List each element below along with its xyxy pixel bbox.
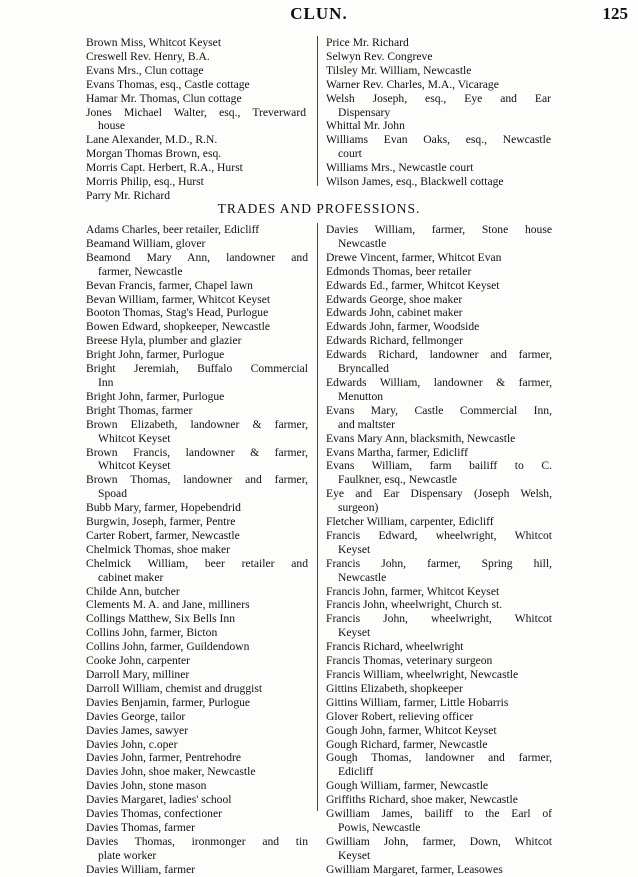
trade-continuation: and maltster <box>338 417 395 431</box>
trade-entry: Clements M. A. and Jane, milliners <box>86 598 250 612</box>
resident-entry: Brown Miss, Whitcot Keyset <box>86 36 222 49</box>
trade-entry: Davies George, tailor <box>86 709 186 723</box>
trade-entry: Fletcher William, carpenter, Edicliff <box>326 515 494 529</box>
trade-entry: Gwilliam Margaret, farmer, Leasowes <box>326 862 503 876</box>
resident-entry: Williams Mrs., Newcastle court <box>326 161 474 175</box>
trade-continuation: Keyset <box>338 626 371 640</box>
trade-entry: Francis Edward, wheelwright, Whitcot <box>326 528 552 542</box>
trade-entry: Francis John, wheelwright, Church st. <box>326 598 503 612</box>
trade-entry: Chelmick William, beer retailer and <box>86 556 308 570</box>
trade-continuation: Menutton <box>338 389 384 403</box>
trade-continuation: Bryncalled <box>338 362 389 376</box>
trade-continuation: Spoad <box>98 487 127 501</box>
resident-entry: Creswell Rev. Henry, B.A. <box>86 49 210 63</box>
trade-entry: Edwards John, farmer, Woodside <box>326 320 480 334</box>
trade-entry: Bright John, farmer, Purlogue <box>86 389 225 403</box>
resident-entry: Selwyn Rev. Congreve <box>326 49 433 63</box>
resident-entry: Welsh Joseph, esq., Eye and Ear <box>326 91 551 105</box>
trade-entry: Bevan William, farmer, Whitcot Keyset <box>86 292 271 306</box>
resident-entry: Warner Rev. Charles, M.A., Vicarage <box>326 77 499 91</box>
page-number: 125 <box>602 4 628 23</box>
trade-entry: Francis William, wheelwright, Newcastle <box>326 668 519 681</box>
resident-entry: Tilsley Mr. William, Newcastle <box>326 63 472 77</box>
column-divider-bottom <box>317 223 318 811</box>
trade-continuation: Inn <box>98 375 114 389</box>
column-divider-top <box>317 36 318 186</box>
trade-entry: Bevan Francis, farmer, Chapel lawn <box>86 278 253 292</box>
trade-entry: Gwilliam James, bailiff to the Earl of <box>326 807 552 821</box>
trade-entry: Bubb Mary, farmer, Hopebendrid <box>86 501 241 515</box>
resident-continuation: house <box>98 119 126 133</box>
trade-continuation: cabinet maker <box>98 570 164 584</box>
trade-entry: Bright Thomas, farmer <box>86 403 193 417</box>
trade-continuation: plate worker <box>98 848 157 862</box>
trade-continuation: farmer, Newcastle <box>98 264 183 278</box>
trade-entry: Francis Richard, wheelwright <box>326 640 464 654</box>
trade-entry: Bowen Edward, shopkeeper, Newcastle <box>86 320 271 334</box>
trade-entry: Evans Mary Ann, blacksmith, Newcastle <box>326 431 516 445</box>
trade-entry: Darroll Mary, milliner <box>86 668 190 681</box>
trade-entry: Davies Thomas, farmer <box>86 820 195 834</box>
trade-entry: Edwards Ed., farmer, Whitcot Keyset <box>326 278 500 292</box>
trade-entry: Davies John, c.oper <box>86 737 178 751</box>
residents-left-column <box>86 36 306 203</box>
trade-entry: Burgwin, Joseph, farmer, Pentre <box>86 515 236 529</box>
trade-continuation: Faulkner, esq., Newcastle <box>338 473 457 487</box>
trade-entry: Edwards Richard, landowner and farmer, <box>326 348 552 362</box>
trade-entry: Darroll William, chemist and druggist <box>86 681 263 695</box>
resident-entry: Morgan Thomas Brown, esq. <box>86 147 222 161</box>
resident-entry: Evans Thomas, esq., Castle cottage <box>86 77 250 91</box>
trade-entry: Glover Robert, relieving officer <box>326 709 474 723</box>
trades-right-column <box>326 223 552 877</box>
trade-continuation: Edicliff <box>338 765 374 779</box>
trade-entry: Adams Charles, beer retailer, Edicliff <box>86 223 260 236</box>
trade-entry: Francis John, farmer, Spring hill, <box>326 556 552 570</box>
trade-entry: Collins John, farmer, Guildendown <box>86 640 250 654</box>
trades-left-column <box>86 223 308 877</box>
trade-entry: Davies John, farmer, Pentrehodre <box>86 751 242 765</box>
trade-entry: Davies Thomas, ironmonger and tin <box>86 834 308 848</box>
trade-entry: Gittins Elizabeth, shopkeeper <box>326 681 463 695</box>
resident-continuation: Dispensary <box>338 105 391 119</box>
trade-entry: Beamand William, glover <box>86 236 206 250</box>
trade-entry: Davies Thomas, confectioner <box>86 807 222 821</box>
trade-entry: Gough Richard, farmer, Newcastle <box>326 737 488 751</box>
trade-entry: Francis John, farmer, Whitcot Keyset <box>326 584 500 598</box>
trade-continuation: surgeon) <box>338 501 379 515</box>
resident-entry: Whittal Mr. John <box>326 119 405 133</box>
trade-entry: Edwards John, cabinet maker <box>326 306 463 320</box>
section-title: TRADES AND PROFESSIONS. <box>217 201 421 216</box>
resident-entry: Lane Alexander, M.D., R.N. <box>86 133 218 147</box>
trade-entry: Griffiths Richard, shoe maker, Newcastle <box>326 793 518 807</box>
trade-entry: Evans Mary, Castle Commercial Inn, <box>326 403 552 417</box>
trade-continuation: Newcastle <box>338 236 387 250</box>
trade-entry: Bright John, farmer, Purlogue <box>86 348 225 362</box>
trade-continuation: Whitcot Keyset <box>98 459 171 473</box>
trade-entry: Gwilliam John, farmer, Down, Whitcot <box>326 834 552 848</box>
trade-continuation: Whitcot Keyset <box>98 431 171 445</box>
trade-entry: Chelmick Thomas, shoe maker <box>86 542 231 556</box>
trade-entry: Evans Martha, farmer, Edicliff <box>326 445 468 459</box>
trade-entry: Brown Francis, landowner & farmer, <box>86 445 308 459</box>
resident-entry: Evans Mrs., Clun cottage <box>86 63 204 77</box>
trade-entry: Davies James, sawyer <box>86 723 189 737</box>
trade-continuation: Keyset <box>338 542 371 556</box>
trade-entry: Davies William, farmer, Stone house <box>326 223 552 236</box>
trade-continuation: Keyset <box>338 848 371 862</box>
trade-entry: Brown Elizabeth, landowner & farmer, <box>86 417 308 431</box>
resident-continuation: court <box>338 147 362 161</box>
trade-entry: Gough William, farmer, Newcastle <box>326 779 489 793</box>
trade-continuation: Powis, Newcastle <box>338 820 421 834</box>
resident-entry: Morris Philip, esq., Hurst <box>86 175 204 189</box>
trade-entry: Francis John, wheelwright, Whitcot <box>326 612 552 626</box>
trade-entry: Davies John, shoe maker, Newcastle <box>86 765 256 779</box>
trade-entry: Gough Thomas, landowner and farmer, <box>326 751 552 765</box>
trade-continuation: Newcastle <box>338 570 387 584</box>
trade-entry: Gittins William, farmer, Little Hobarris <box>326 695 509 709</box>
trade-entry: Davies John, stone mason <box>86 779 207 793</box>
trade-entry: Booton Thomas, Stag's Head, Purlogue <box>86 306 269 320</box>
trade-entry: Edwards George, shoe maker <box>326 292 463 306</box>
trade-entry: Beamond Mary Ann, landowner and <box>86 250 308 264</box>
trade-entry: Breese Hyla, plumber and glazier <box>86 334 242 348</box>
resident-entry: Morris Capt. Herbert, R.A., Hurst <box>86 161 243 175</box>
resident-entry: Williams Evan Oaks, esq., Newcastle <box>326 133 551 147</box>
trade-entry: Eye and Ear Dispensary (Joseph Welsh, <box>326 487 552 501</box>
trade-entry: Bright Jeremiah, Buffalo Commercial <box>86 362 308 376</box>
trade-entry: Brown Thomas, landowner and farmer, <box>86 473 308 487</box>
trade-entry: Carter Robert, farmer, Newcastle <box>86 528 240 542</box>
resident-entry: Hamar Mr. Thomas, Clun cottage <box>86 91 242 105</box>
trade-entry: Edwards Richard, fellmonger <box>326 334 463 348</box>
trade-entry: Gough John, farmer, Whitcot Keyset <box>326 723 497 737</box>
resident-entry: Wilson James, esq., Blackwell cottage <box>326 175 504 189</box>
resident-entry: Price Mr. Richard <box>326 36 409 49</box>
trade-entry: Evans William, farm bailiff to C. <box>326 459 552 473</box>
resident-entry: Jones Michael Walter, esq., Treverward <box>86 105 306 119</box>
resident-entry: Parry Mr. Richard <box>86 188 171 202</box>
page-header <box>0 4 638 26</box>
trade-entry: Francis Thomas, veterinary surgeon <box>326 654 493 668</box>
trade-entry: Davies William, farmer <box>86 862 196 876</box>
trade-entry: Childe Ann, butcher <box>86 584 180 598</box>
page-title: CLUN. <box>290 4 348 23</box>
trade-entry: Edmonds Thomas, beer retailer <box>326 264 472 278</box>
trade-entry: Collins John, farmer, Bicton <box>86 626 218 640</box>
residents-right-column <box>326 36 551 189</box>
trade-entry: Davies Benjamin, farmer, Purlogue <box>86 695 251 709</box>
trade-entry: Davies Margaret, ladies' school <box>86 793 232 807</box>
trade-entry: Drewe Vincent, farmer, Whitcot Evan <box>326 250 502 264</box>
trade-entry: Edwards William, landowner & farmer, <box>326 375 552 389</box>
trade-entry: Collings Matthew, Six Bells Inn <box>86 612 236 626</box>
trade-entry: Cooke John, carpenter <box>86 654 190 668</box>
